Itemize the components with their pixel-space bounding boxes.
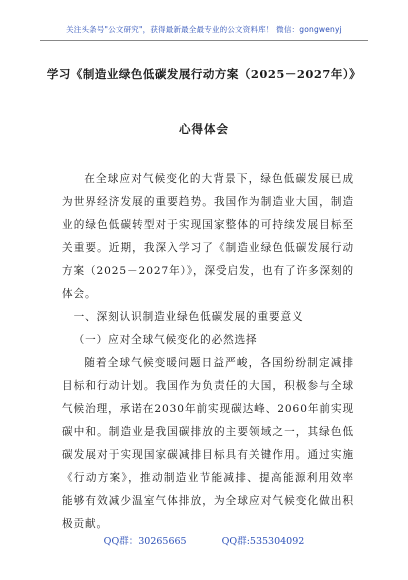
page-footer: [0, 533, 408, 547]
document-body: [62, 168, 354, 536]
footer-qq-group-2: QQ群:535304092: [221, 536, 305, 547]
document-subtitle: 心得体会: [179, 122, 229, 136]
footer-qq-group-1: QQ群：30265665: [103, 536, 187, 547]
body-paragraph: 随着全球气候变暖问题日益严峻，各国纷纷制定减排目标和行动计划。我国作为负责任的大国，积极参与全球气候治理，承诺在2030年前实现碳达峰、2060年前实现碳中和。制造业是我国碳排放的主要领域之一，其绿色低碳发展对于实现国家碳减排目标具有关键作用。通过实施《行动方案》，推动制造业节能减排、提高能源利用效率能够有效减少温室气体排放，为全球应对气候变化做出积极贡献。: [62, 357, 354, 530]
section-heading: 一、深刻认识制造业绿色低碳发展的重要意义: [73, 311, 304, 323]
document-title: 学习《制造业绿色低碳发展行动方案（2025－2027年）》: [46, 67, 362, 81]
intro-paragraph: 在全球应对气候变化的大背景下，绿色低碳发展已成为世界经济发展的重要趋势。我国作为制造业大国，制造业的绿色低碳转型对于实现国家整体的可持续发展目标至关重要。近期，我深入学习了《制造业绿色低碳发展行动方案（2025－2027年）》，深受启发，也有了许多深刻的体会。: [62, 173, 354, 300]
subsection-heading: （一）应对全球气候变化的必然选择: [73, 334, 258, 346]
header-divider: [40, 40, 368, 41]
page-header: 关注头条号"公文研究"，获得最新最全最专业的公文资料库！ 微信：gongwenyj: [66, 25, 342, 34]
